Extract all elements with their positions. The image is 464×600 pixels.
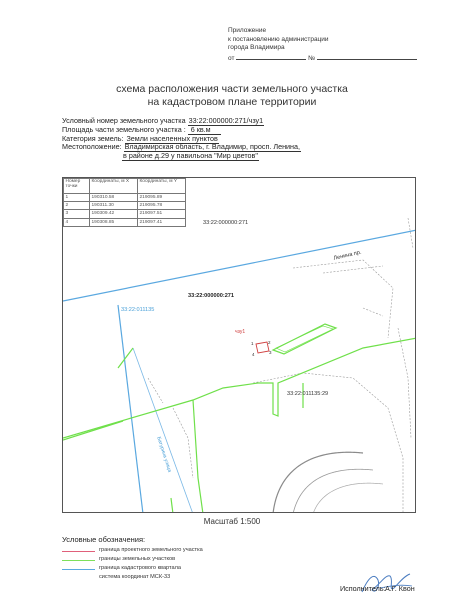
coord-header-y: Координаты, м Y xyxy=(138,179,186,194)
number-prefix: № xyxy=(308,54,316,62)
number-blank xyxy=(317,53,417,60)
date-blank xyxy=(236,53,306,60)
coord-point: 4 xyxy=(64,218,90,226)
appendix-line-1: Приложение xyxy=(228,27,267,34)
legend-swatch-blue xyxy=(62,569,95,570)
area-value: 6 кв.м xyxy=(188,125,221,135)
coord-y: 219097.41 xyxy=(138,218,186,226)
coord-point: 2 xyxy=(64,202,90,210)
title-line-2: на кадастровом плане территории xyxy=(147,95,317,108)
location-label: Местоположение: xyxy=(62,142,122,152)
coordinate-table xyxy=(63,178,186,227)
cadastral-map xyxy=(62,177,416,513)
coord-x: 190311.30 xyxy=(90,202,138,210)
coord-y: 219097.51 xyxy=(138,210,186,218)
executor-label: Исполнитель: xyxy=(340,584,386,593)
pavilion-parcel xyxy=(273,324,336,354)
category-label: Категория земель: xyxy=(62,133,124,143)
area-label: Площадь части земельного участка : xyxy=(62,124,186,134)
cadastral-value: 33:22:000000:271/чзу1 xyxy=(188,116,264,125)
date-prefix: от xyxy=(228,54,235,62)
parcel-label-right: 33:22:011135:29 xyxy=(287,391,329,397)
quarter-label: 33:22:011135 xyxy=(121,307,155,313)
street-label-baturina: Батурина улица xyxy=(155,436,173,474)
quarter-boundaries xyxy=(63,230,416,513)
location-value-1: Владимирская область, г. Владимир, просп. Ленина, xyxy=(124,142,301,152)
legend-label: граница проектного земельного участка xyxy=(99,547,203,553)
appendix-line-2: к постановлению администрации xyxy=(228,35,329,43)
executor-name: А.Г. Квон xyxy=(385,584,415,593)
signature-image xyxy=(360,568,420,598)
map-drawing xyxy=(63,178,416,513)
point-label-3: 3 xyxy=(269,350,272,355)
parcel-label-center: 33:22:000000:271 xyxy=(188,293,235,299)
coord-point: 3 xyxy=(64,210,90,218)
parcel-label-top: 33:22:000000:271 xyxy=(203,220,249,226)
coord-header-point: Номер точки xyxy=(64,179,90,194)
coord-header-x: Координаты, м X xyxy=(90,179,138,194)
legend-swatch-red xyxy=(62,551,95,552)
coord-point: 1 xyxy=(64,194,90,202)
street-label-lenina: Ленина пр. xyxy=(333,249,363,262)
coord-x: 190308.85 xyxy=(90,218,138,226)
coord-table-header xyxy=(64,179,186,194)
table-row xyxy=(64,202,186,210)
chzu-label: чзу1 xyxy=(235,329,246,335)
coord-y: 219095.78 xyxy=(138,202,186,210)
legend-label: границы земельных участков xyxy=(99,556,176,562)
parcel-info xyxy=(62,117,301,161)
document-title xyxy=(0,83,464,108)
cadastral-label: Условный номер земельного участка xyxy=(62,116,186,125)
location-value-2: в районе д.29 у павильона "Мир цветов" xyxy=(123,151,258,161)
legend-label: система координат МСК-33 xyxy=(99,574,171,580)
appendix-line-3: города Владимира xyxy=(228,44,285,52)
point-label-4: 4 xyxy=(252,352,255,357)
coord-y: 219095.89 xyxy=(138,194,186,202)
pavilion-parcel-inner xyxy=(276,326,333,352)
legend-title: Условные обозначения: xyxy=(62,535,146,544)
coord-x: 190309.42 xyxy=(90,210,138,218)
location-row-2 xyxy=(62,152,301,161)
point-label-2: 2 xyxy=(268,340,271,345)
coord-x: 190310.58 xyxy=(90,194,138,202)
table-row xyxy=(64,194,186,202)
title-line-1: схема расположения части земельного участка xyxy=(116,83,348,95)
appendix-date-line xyxy=(228,53,417,64)
table-row xyxy=(64,210,186,218)
table-row xyxy=(64,218,186,226)
point-label-1: 1 xyxy=(251,341,254,346)
legend-label: граница кадастрового квартала xyxy=(99,565,182,571)
appendix-block xyxy=(228,27,417,63)
scale-label: Масштаб 1:500 xyxy=(203,517,261,526)
category-value: Земли населенных пунктов xyxy=(126,133,218,143)
legend-swatch-green xyxy=(62,560,95,561)
building-outlines xyxy=(148,218,413,513)
parcel-boundaries xyxy=(63,338,416,513)
